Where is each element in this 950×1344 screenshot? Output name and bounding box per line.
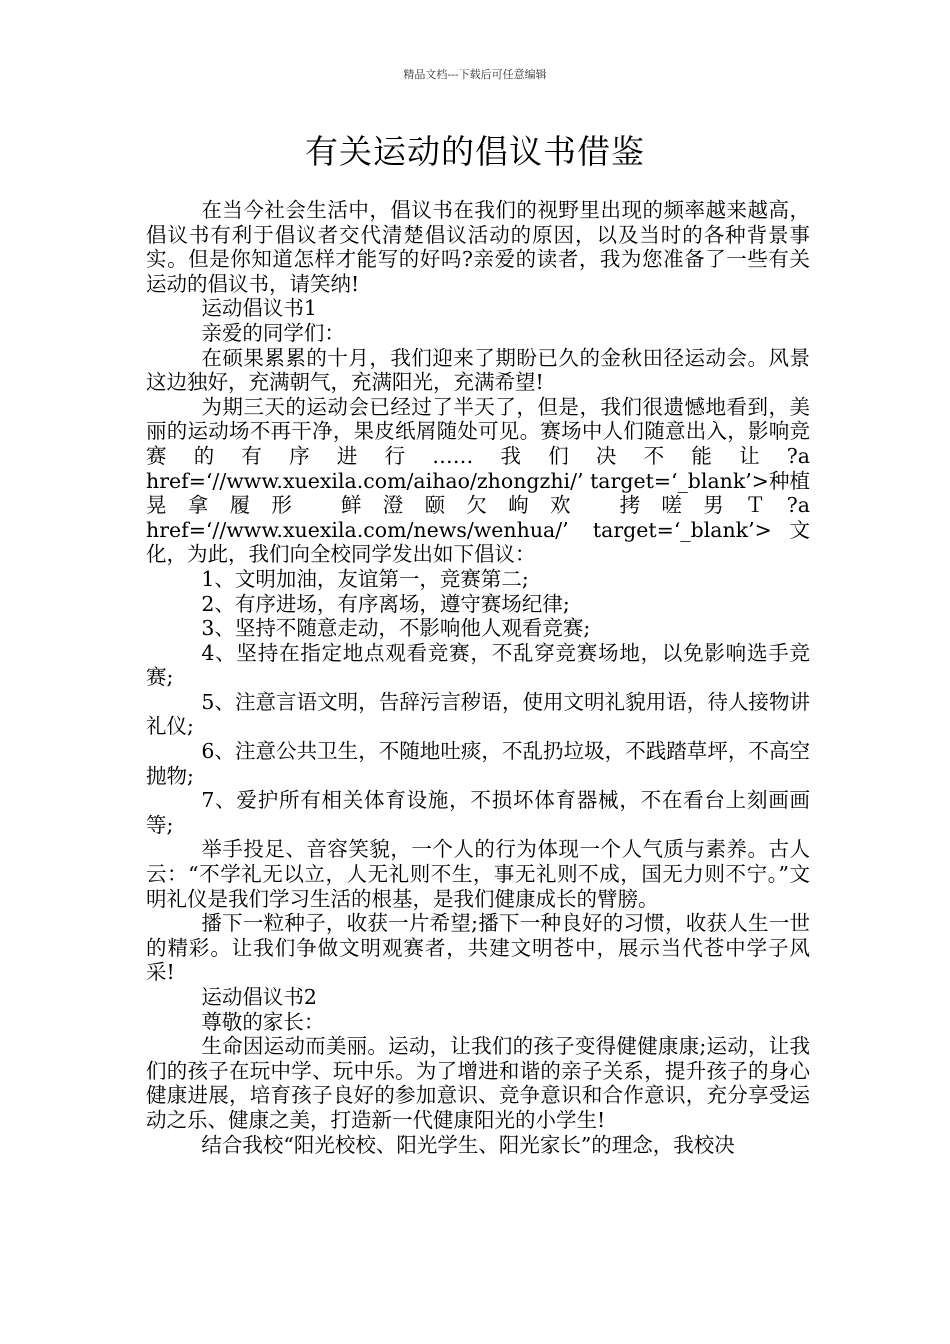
header-note: 精品文档---下载后可任意编辑 [403,68,547,81]
paragraph: 结合我校“阳光校校、阳光学生、阳光家长”的理念，我校决 [201,1132,735,1157]
document-title: 有关运动的倡议书借鉴 [305,132,645,171]
paragraph: 为期三天的运动会已经过了半天了，但是，我们很遗憾地看到，美丽的运动场不再干净，果皮纸屑随处可见。赛场中人们随意出入，影响竞赛的有序进行……我们决不能让?a href=‘//www.xuexila.com/aihao/zhongzhi/’ target=‘_blank’>种植晃拿履形 鲜澄颐欠岣欢 拷嗟男Ｔ?a href=‘//www.xuexila.com/news/wenhua/’ target=‘_blank’>文化，为此，我们向全校同学发出如下倡议： [146,394,810,567]
list-item: 4、坚持在指定地点观看竞赛，不乱穿竞赛场地，以免影响选手竞赛; [146,640,810,690]
list-item: 5、注意言语文明，告辞污言秽语，使用文明礼貌用语，待人接物讲礼仪; [146,689,810,739]
document-body [146,198,810,1157]
section-heading-2: 运动倡议书2 [201,985,317,1009]
paragraph: 在硕果累累的十月，我们迎来了期盼已久的金秋田径运动会。风景这边独好，充满朝气，充满阳光，充满希望! [146,345,810,395]
list-item: 1、文明加油，友谊第一，竞赛第二; [201,566,529,591]
paragraph: 举手投足、音容笑貌，一个人的行为体现一个人气质与素养。古人云：“不学礼无以立，人无礼则不生，事无礼则不成，国无力则不宁。”文明礼仪是我们学习生活的根基，是我们健康成长的臂膀。 [146,837,810,911]
section-heading-1: 运动倡议书1 [201,296,317,321]
paragraph-intro: 在当今社会生活中，倡议书在我们的视野里出现的频率越来越高，倡议书有利于倡议者交代清楚倡议活动的原因，以及当时的各种背景事实。但是你知道怎样才能写的好吗?亲爱的读者，我为您准备了一些有关运动的倡议书，请笑纳! [146,198,810,296]
paragraph: 播下一粒种子，收获一片希望;播下一种良好的习惯，收获人生一世的精彩。让我们争做文明观赛者，共建文明苍中，展示当代苍中学子风采! [146,911,810,985]
salutation-1: 亲爱的同学们： [201,320,345,345]
list-item: 6、注意公共卫生，不随地吐痰，不乱扔垃圾，不践踏草坪，不高空抛物; [146,739,810,788]
salutation-2: 尊敬的家长： [201,1009,325,1034]
list-item: 2、有序进场，有序离场，遵守赛场纪律; [201,591,570,616]
list-item: 3、坚持不随意走动，不影响他人观看竞赛; [201,616,591,641]
list-item: 7、爱护所有相关体育设施，不损坏体育器械，不在看台上刻画画等; [146,788,810,837]
paragraph: 生命因运动而美丽。运动，让我们的孩子变得健健康康;运动，让我们的孩子在玩中学、玩中乐。为了增进和谐的亲子关系，提升孩子的身心健康进展，培育孩子良好的参加意识、竞争意识和合作意识，充分享受运动之乐、健康之美，打造新一代健康阳光的小学生! [146,1034,810,1132]
